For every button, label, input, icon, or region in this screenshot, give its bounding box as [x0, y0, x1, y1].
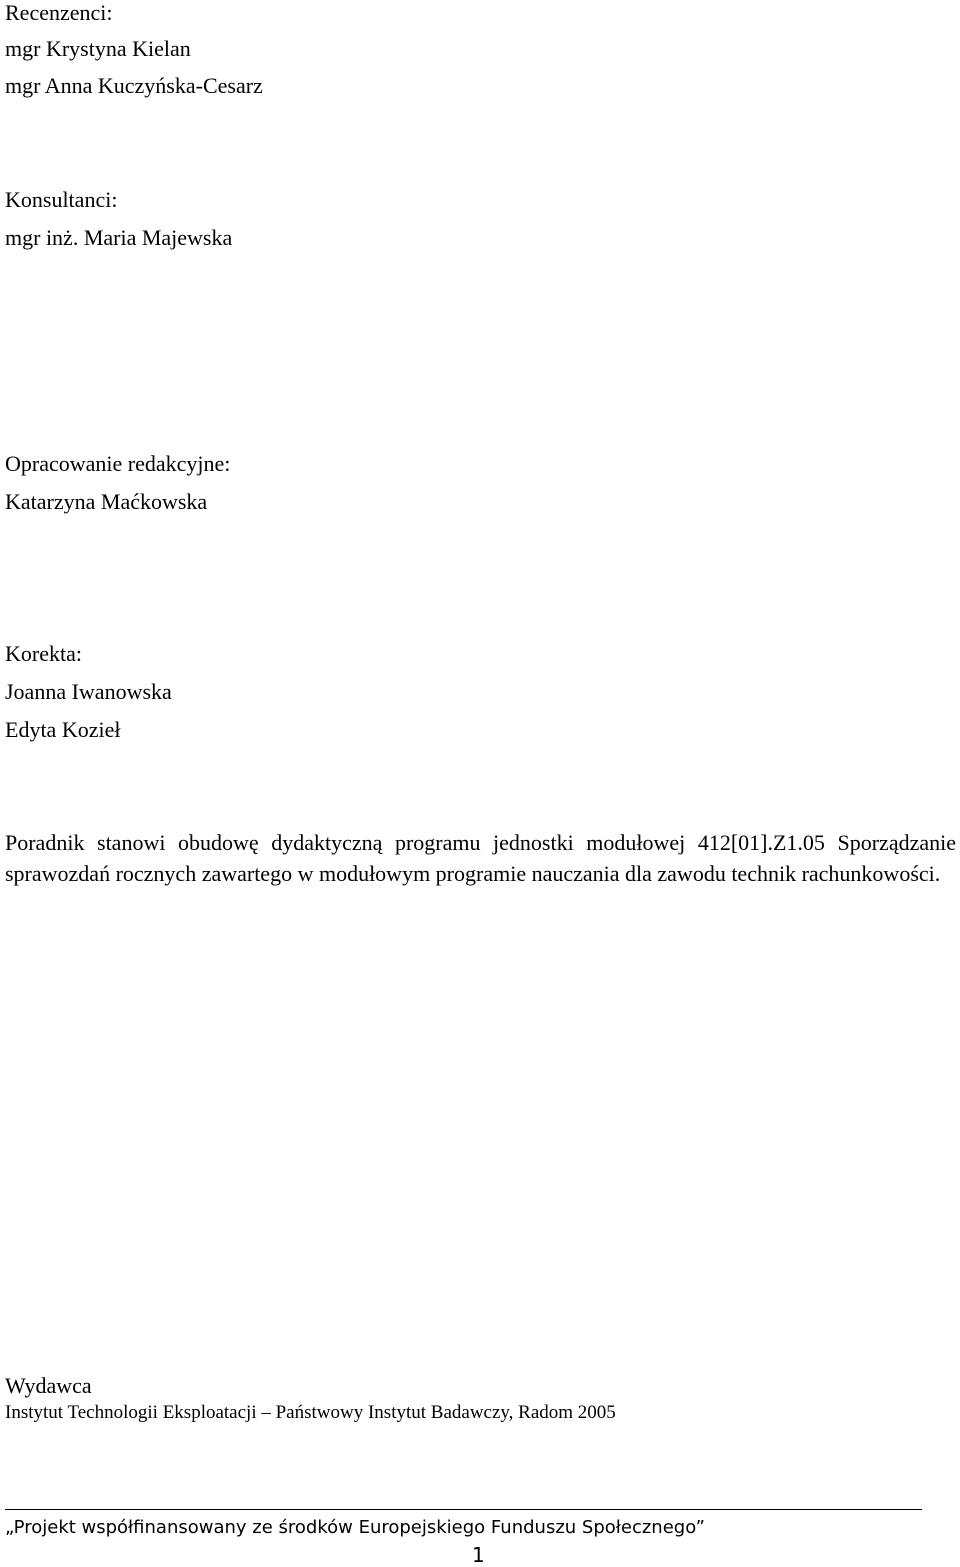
proofreading-heading: Korekta: — [5, 641, 82, 666]
footer-rule — [5, 1509, 922, 1510]
consultants-heading: Konsultanci: — [5, 187, 118, 212]
editor-name: Katarzyna Maćkowska — [5, 489, 208, 514]
publisher-name: Instytut Technologii Eksploatacji – Państwowy Instytut Badawczy, Radom 2005 — [5, 1402, 616, 1423]
proofreader-name: Edyta Kozieł — [5, 717, 121, 742]
page-number: 1 — [472, 1543, 485, 1567]
publisher-label: Wydawca — [5, 1373, 92, 1398]
reviewer-name: mgr Anna Kuczyńska-Cesarz — [5, 73, 263, 98]
description-paragraph: Poradnik stanowi obudowę dydaktyczną programu jednostki modułowej 412[01].Z1.05 Sporządzanie sprawozdań rocznych zawartego w modułowym programie nauczania dla zawodu technik rachunkowości. — [5, 830, 956, 886]
footer-funding-note: „Projekt współfinansowany ze środków Europejskiego Funduszu Społecznego” — [5, 1517, 705, 1538]
consultant-name: mgr inż. Maria Majewska — [5, 225, 233, 250]
proofreader-name: Joanna Iwanowska — [5, 679, 172, 704]
reviewers-heading: Recenzenci: — [5, 0, 113, 25]
editorial-heading: Opracowanie redakcyjne: — [5, 451, 231, 476]
reviewer-name: mgr Krystyna Kielan — [5, 36, 191, 61]
